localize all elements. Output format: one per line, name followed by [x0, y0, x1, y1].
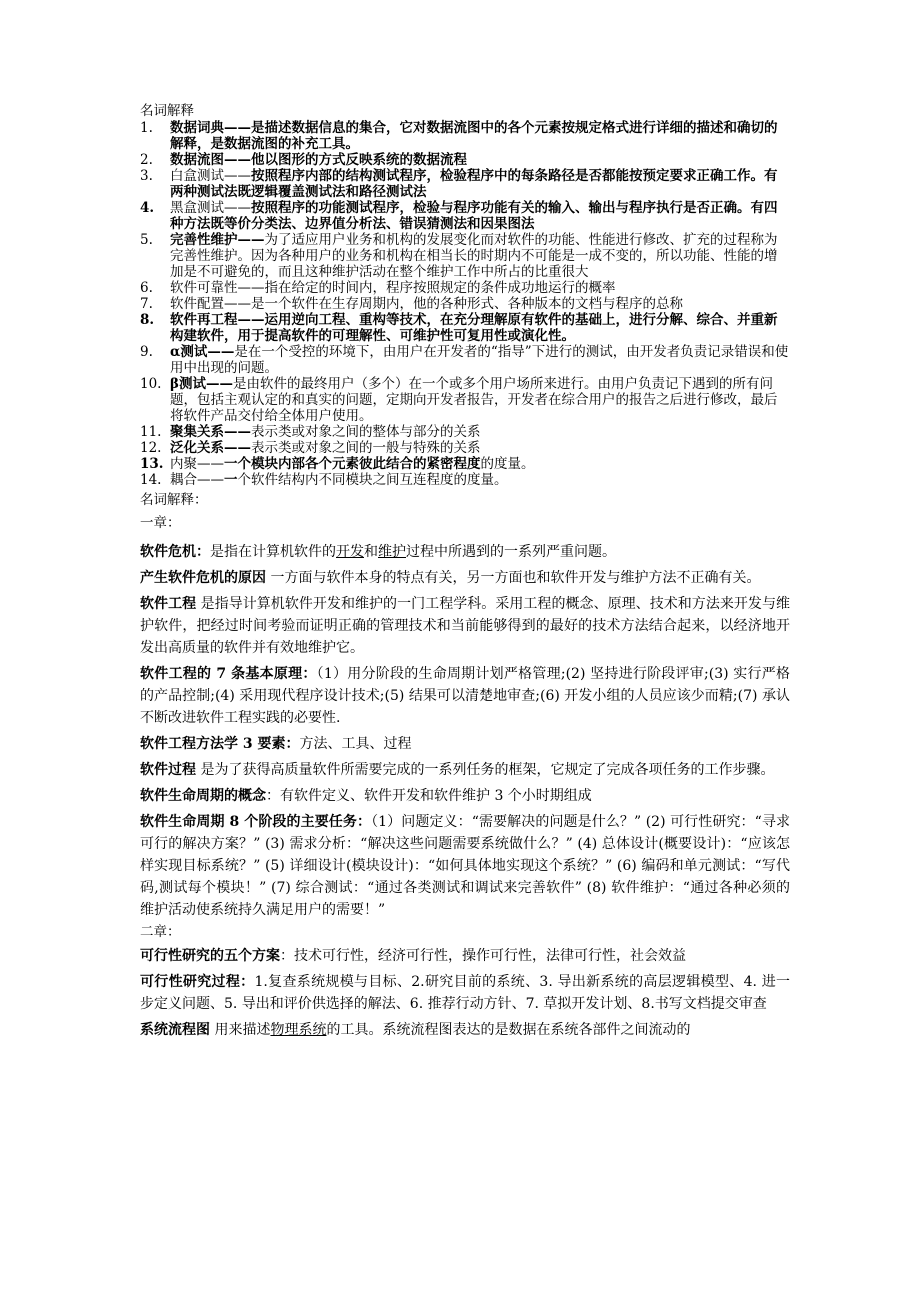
term-definition: 的度量。 — [480, 456, 535, 472]
chapter-heading-2: 二章： — [140, 924, 181, 940]
paragraph-lifecycle: 软件生命周期的概念：有软件定义、软件开发和软件维护 3 个小时期组成 — [140, 788, 592, 804]
paragraph-method: 软件工程方法学 3 要素：方法、工具、过程 — [140, 736, 412, 752]
chapter-heading: 一章： — [140, 515, 181, 531]
term-name: 耦合—— — [170, 472, 224, 488]
list-item — [140, 280, 790, 296]
paragraph-flowchart: 系统流程图 用来描述物理系统的工具。系统流程图表达的是数据在系统各部件之间流动的 — [140, 1022, 691, 1038]
list-item — [140, 312, 790, 344]
term-name: β测试—— — [170, 376, 233, 392]
term-label: 软件工程方法学 3 要素： — [140, 736, 300, 752]
paragraph-se: 软件工程 是指导计算机软件开发和维护的一门工程学科。采用工程的概念、原理、技术和方法来开发与维护软件，把经过时间考验而证明正确的管理技术和当前能够得到的最好的技术方法结合起来，以经济地开发出高质量的软件并有效地维护它。 — [140, 596, 791, 656]
term-label: 软件生命周期的概念 — [140, 788, 266, 804]
list-number: 10. — [140, 376, 162, 392]
term-definition: 是描述数据信息的集合，它对数据流图中的各个元素按规定格式进行详细的描述和确切的解释，是数据流图的补充工具。 — [170, 120, 778, 152]
list-item — [140, 296, 790, 312]
list-item — [140, 168, 790, 200]
list-number: 12. — [140, 440, 162, 456]
list-item — [140, 440, 790, 456]
term-label: 系统流程图 — [140, 1022, 210, 1038]
paragraph-cause: 产生软件危机的原因 一方面与软件本身的特点有关，另一方面也和软件开发与维护方法不正确有关。 — [140, 570, 761, 586]
paragraph-feasibility-process: 可行性研究过程：1.复查系统规模与目标、2.研究目前的系统、3. 导出新系统的高层逻辑模型、4. 进一步定义问题、5. 导出和评价供选择的解法、6. 推荐行动方针、7. 草拟开发计划、8.书写文档提交审查 — [140, 974, 791, 1012]
document-page — [140, 103, 790, 1041]
list-number: 13. — [140, 456, 164, 472]
list-item — [140, 152, 790, 168]
paragraph-principles: 软件工程的 7 条基本原理：（1）用分阶段的生命周期计划严格管理;(2) 坚持进行阶段评审;(3) 实行严格的产品控制;(4) 采用现代程序设计技术;(5) 结果可以清楚地审查;(6) 开发小组的人员应该少而精;(7) 承认不断改进软件工程实践的必要性. — [140, 666, 790, 726]
list-item — [140, 344, 790, 376]
term-definition: 个软件结构内不同模块之间互连程度的度量。 — [237, 472, 508, 488]
list-item — [140, 424, 790, 440]
list-item — [140, 120, 790, 152]
list-item — [140, 456, 790, 472]
term-definition: 为了适应用户业务和机构的发展变化而对软件的功能、性能进行修改、扩充的过程称为完善性维护。因为各种用户的业务和机构在相当长的时期内不可能是一成不变的，所以功能、性能的增加是不可避免的，而且这种维护活动在整个维护工作中所占的比重很大 — [170, 232, 778, 280]
list-number: 11. — [140, 424, 162, 440]
term-definition: 运用逆向工程、重构等技术，在充分理解原有软件的基础上，进行分解、综合、并重新构建软件，用于提高软件的可理解性、可维护性可复用性或演化性。 — [170, 312, 778, 344]
term-definition: 按照程序的功能测试程序，检验与程序功能有关的输入、输出与程序执行是否正确。有四种方法既等价分类法、边界值分析法、错误猜测法和因果图法 — [170, 200, 778, 232]
term-list — [140, 120, 790, 488]
term-name: 软件可靠性—— — [170, 280, 265, 296]
list-number: 1. — [140, 120, 153, 136]
paragraph-crisis: 软件危机：是指在计算机软件的开发和维护过程中所遇到的一系列严重问题。 — [140, 544, 616, 560]
term-label: 软件工程 — [140, 596, 197, 612]
term-name: α测试—— — [170, 344, 235, 360]
term-name: 聚集关系—— — [170, 424, 251, 440]
list-number: 5. — [140, 232, 153, 248]
list-item — [140, 472, 790, 488]
term-label: 软件生命周期 8 个阶段的主要任务： — [140, 814, 372, 830]
term-label: 产生软件危机的原因 — [140, 570, 266, 586]
term-label: 软件危机： — [140, 544, 210, 560]
section-title: 名词解释 — [140, 103, 194, 119]
term-definition: 是一个软件在生存周期内，他的各种形式、各种版本的文档与程序的总称 — [251, 296, 683, 312]
term-name: 内聚—— — [170, 456, 224, 472]
term-name: 数据词典—— — [170, 120, 251, 136]
list-item — [140, 200, 790, 232]
term-label: 软件工程的 7 条基本原理： — [140, 666, 317, 682]
term-definition: 按照程序内部的结构测试程序，检验程序中的每条路径是否都能按预定要求正确工作。有两种测试法既逻辑覆盖测试法和路径测试法 — [170, 168, 778, 200]
list-item — [140, 376, 790, 424]
term-name: 黑盒测试—— — [170, 200, 251, 216]
term-name: 软件配置—— — [170, 296, 251, 312]
list-number: 9. — [140, 344, 153, 360]
term-definition: 是在一个受控的环境下，由用户在开发者的“指导”下进行的测试，由开发者负责记录错误和使用中出现的问题。 — [170, 344, 789, 376]
list-number: 7. — [140, 296, 153, 312]
term-label: 可行性研究过程： — [140, 974, 255, 990]
term-emphasis: 一 — [224, 472, 238, 488]
term-emphasis: 一个模块内部各个元素彼此结合的紧密程度 — [224, 456, 481, 472]
term-definition: 指在给定的时间内，程序按照规定的条件成功地运行的概率 — [264, 280, 616, 296]
paragraph-feasibility: 可行性研究的五个方案：技术可行性，经济可行性，操作可行性，法律可行性，社会效益 — [140, 948, 686, 964]
term-definition: 他以图形的方式反映系统的数据流程 — [251, 152, 467, 168]
term-name: 软件再工程—— — [170, 312, 265, 328]
paragraph-stages: 软件生命周期 8 个阶段的主要任务：（1）问题定义：“需要解决的问题是什么？” (2) 可行性研究：“寻求可行的解决方案？” (3) 需求分析：“解决这些问题需要系统做什么？” (4) 总体设计(概要设计)：“应该怎样实现目标系统？” (5) 详细设计(模块设计)：“如何具体地实现这个系统？” (6) 编码和单元测试：“写代码,测试每个模块！” (7) 综合测试：“通过各类测试和调试来完善软件” (8) 软件维护：“通过各种必须的维护活动使系统持久满足用户的需要！” — [140, 814, 790, 918]
list-number: 6. — [140, 280, 153, 296]
term-name: 白盒测试—— — [170, 168, 251, 184]
term-definition: 是由软件的最终用户（多个）在一个或多个用户场所来进行。由用户负责记下遇到的所有问题，包括主观认定的和真实的问题，定期向开发者报告，开发者在综合用户的报告之后进行修改，最后将软件产品交付给全体用户使用。 — [170, 376, 778, 424]
term-name: 完善性维护—— — [170, 232, 265, 248]
paragraph-process: 软件过程 是为了获得高质量软件所需要完成的一系列任务的框架，它规定了完成各项任务的工作步骤。 — [140, 762, 775, 778]
list-number: 8. — [140, 312, 155, 328]
section-title-2: 名词解释： — [140, 492, 208, 508]
link-physical-system[interactable]: 物理系统 — [270, 1022, 327, 1038]
link-development[interactable]: 开发 — [336, 544, 364, 560]
link-maintenance[interactable]: 维护 — [378, 544, 406, 560]
term-name: 泛化关系—— — [170, 440, 251, 456]
term-definition: 表示类或对象之间的一般与特殊的关系 — [251, 440, 481, 456]
term-label: 可行性研究的五个方案 — [140, 948, 280, 964]
term-name: 数据流图—— — [170, 152, 251, 168]
list-number: 3. — [140, 168, 153, 184]
list-item — [140, 232, 790, 280]
list-number: 4. — [140, 200, 155, 216]
term-definition: 表示类或对象之间的整体与部分的关系 — [251, 424, 481, 440]
list-number: 14. — [140, 472, 162, 488]
list-number: 2. — [140, 152, 153, 168]
term-label: 软件过程 — [140, 762, 196, 778]
